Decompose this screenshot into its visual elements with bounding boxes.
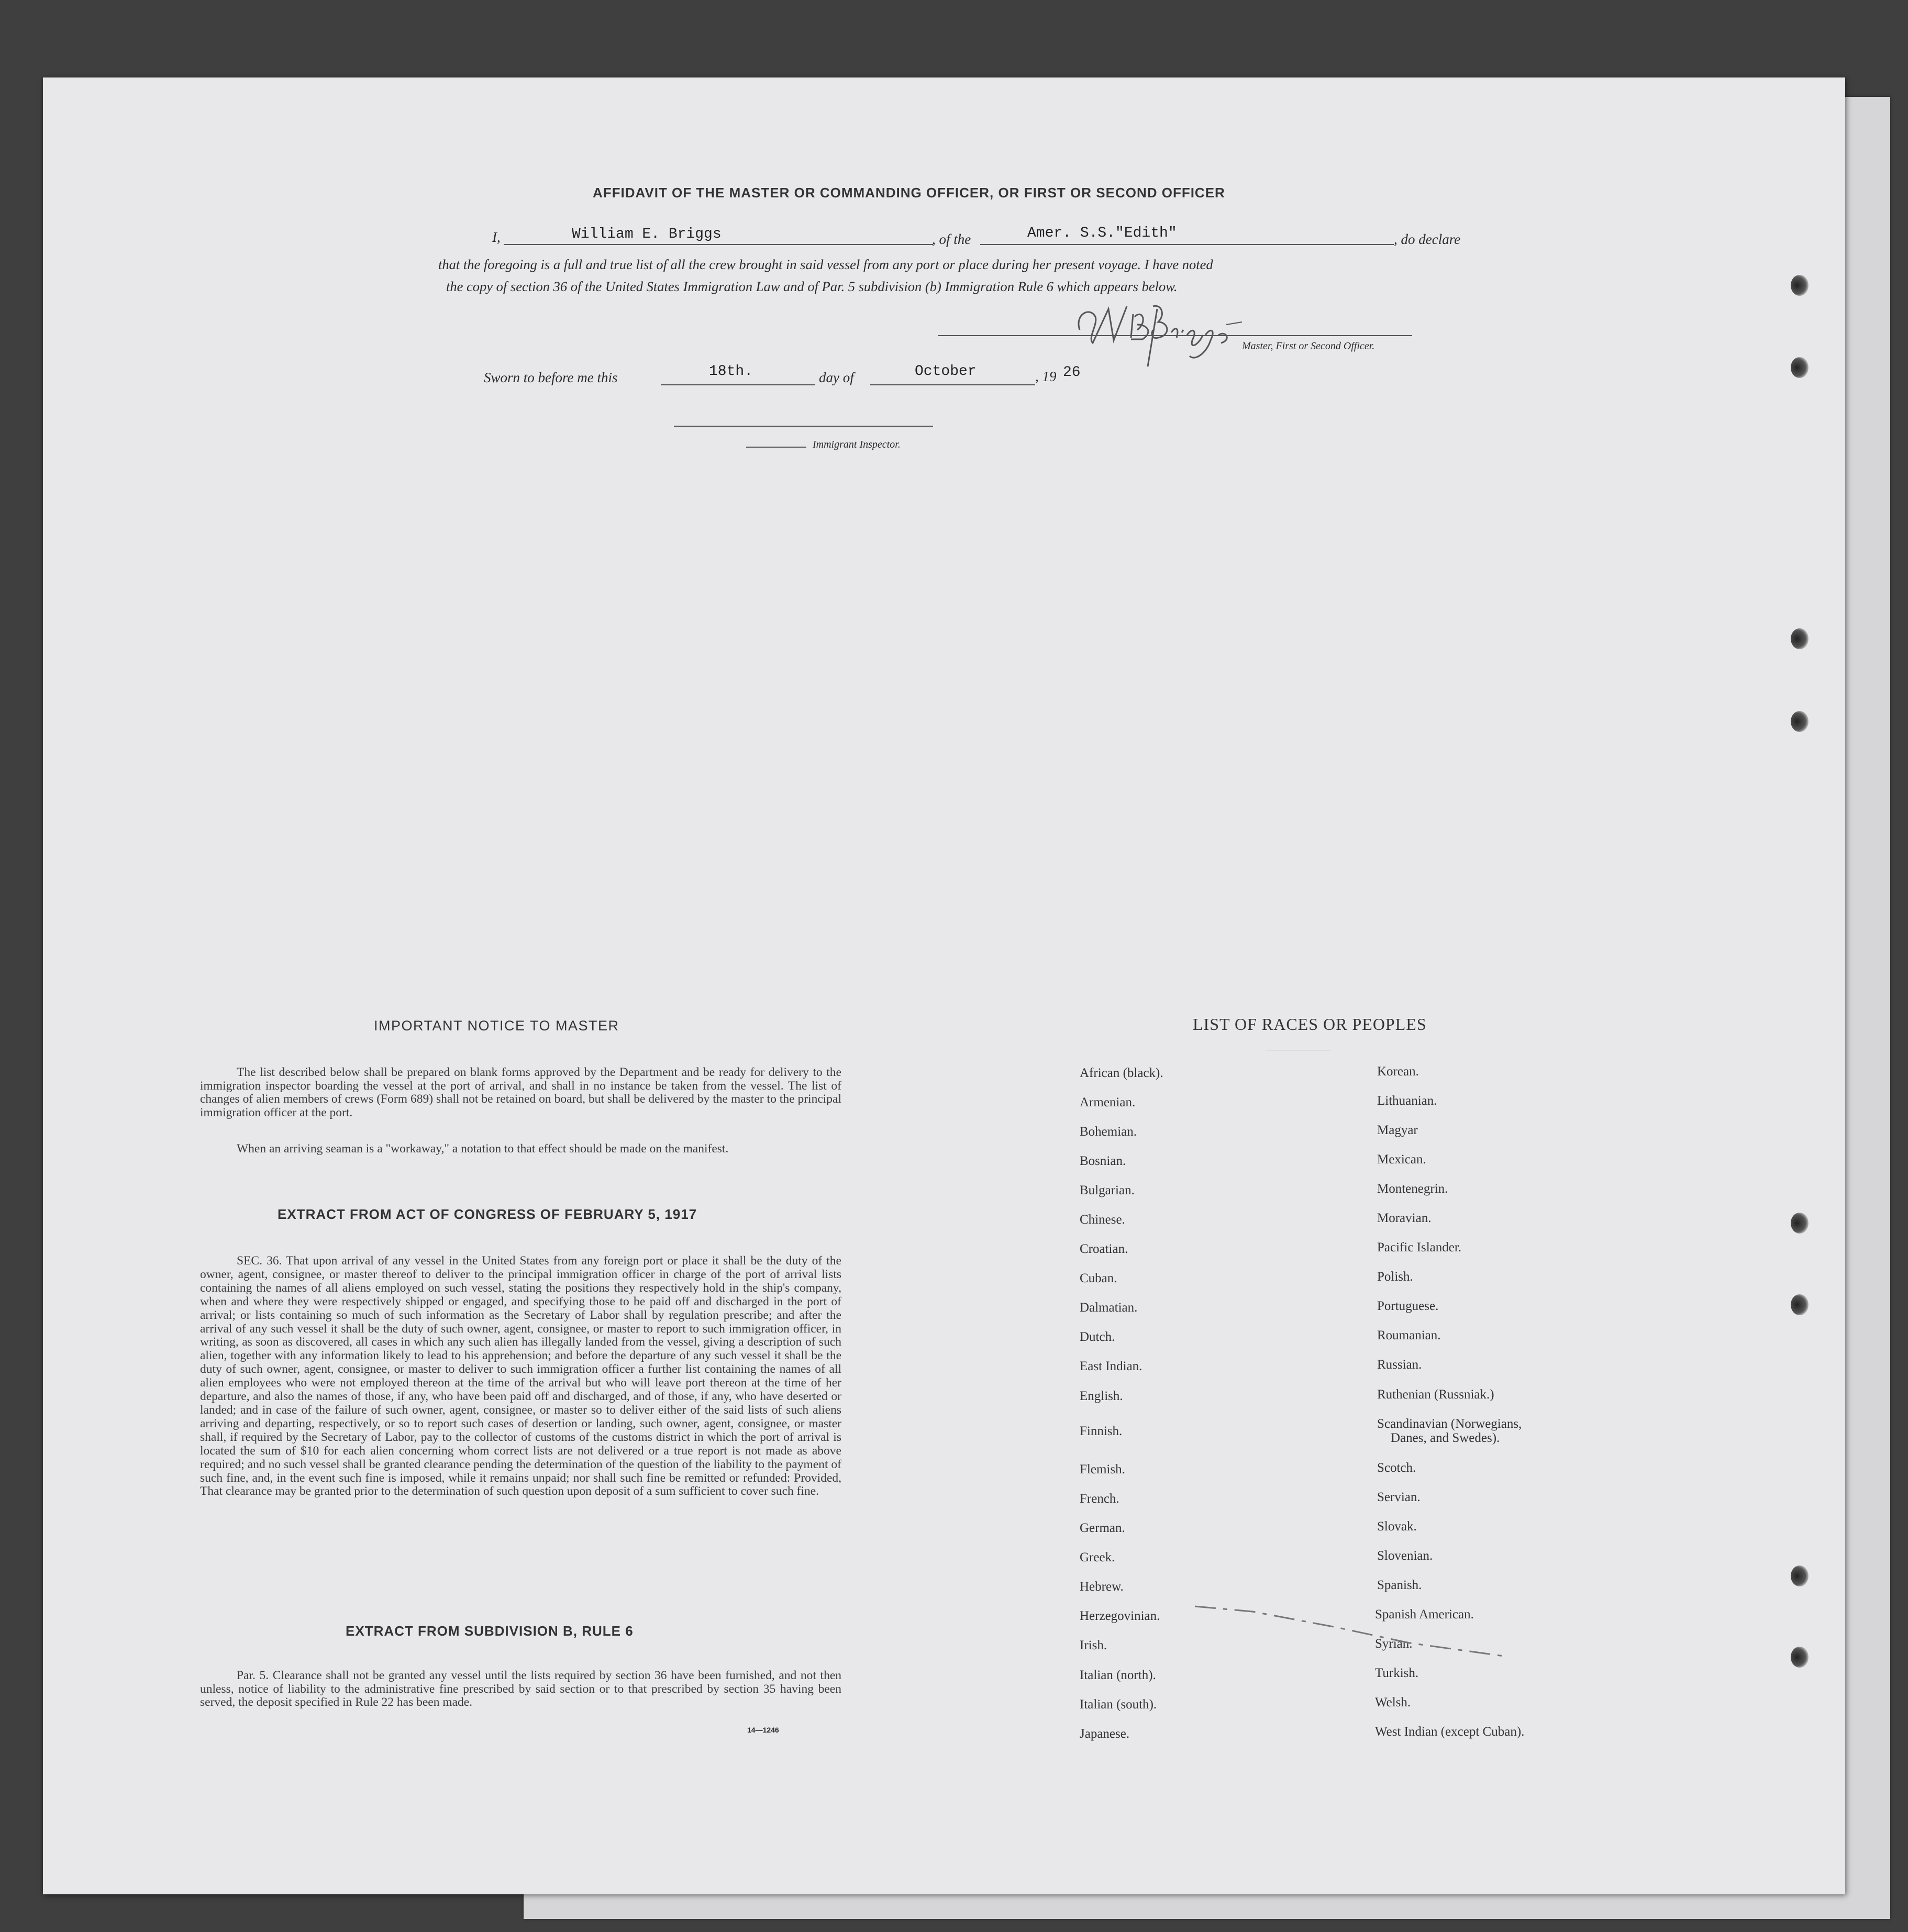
- races-title: LIST OF RACES OR PEOPLES: [1193, 1015, 1427, 1034]
- race-item: Ruthenian (Russniak.): [1377, 1387, 1494, 1402]
- race-item: Herzegovinian.: [1080, 1609, 1160, 1623]
- race-item: Irish.: [1080, 1638, 1107, 1652]
- race-item: Mexican.: [1377, 1152, 1426, 1167]
- punch-hole: [1791, 1565, 1809, 1586]
- race-item: West Indian (except Cuban).: [1375, 1725, 1525, 1739]
- race-item: Italian (south).: [1080, 1697, 1157, 1712]
- race-item: African (black).: [1080, 1066, 1163, 1080]
- punch-hole: [1791, 357, 1809, 378]
- race-item: Russian.: [1377, 1358, 1422, 1372]
- notice-para-2: When an arriving seaman is a "workaway," a notation to that effect should be made on the manifest.: [237, 1142, 729, 1156]
- punch-hole: [1791, 275, 1809, 296]
- affidavit-line-3: the copy of section 36 of the United States Immigration Law and of Par. 5 subdivision (b) Immigration Rule 6 which appears below.: [446, 279, 1178, 294]
- sworn-prefix: Sworn to before me this: [484, 370, 618, 385]
- race-item: Armenian.: [1080, 1095, 1136, 1109]
- race-item: German.: [1080, 1521, 1125, 1535]
- race-item: Spanish American.: [1375, 1607, 1474, 1622]
- day-of-text: day of: [819, 370, 854, 385]
- notice-title: IMPORTANT NOTICE TO MASTER: [374, 1018, 619, 1034]
- race-item: Polish.: [1377, 1270, 1413, 1284]
- race-item: Montenegrin.: [1377, 1182, 1448, 1196]
- race-item: Roumanian.: [1377, 1328, 1441, 1342]
- race-item: Chinese.: [1080, 1213, 1125, 1227]
- race-item: Croatian.: [1080, 1242, 1128, 1256]
- punch-hole: [1791, 1647, 1809, 1668]
- race-item: Danes, and Swedes).: [1391, 1431, 1500, 1445]
- race-item: Finnish.: [1080, 1424, 1123, 1438]
- sworn-day-line: [661, 384, 815, 385]
- pencil-stroke: [1190, 1596, 1525, 1659]
- punch-hole: [1791, 1294, 1809, 1315]
- race-item: English.: [1080, 1389, 1123, 1403]
- year-suffix: 26: [1063, 364, 1081, 381]
- punch-hole: [1791, 1213, 1809, 1234]
- race-item: Scotch.: [1377, 1461, 1416, 1475]
- race-item: Bohemian.: [1080, 1125, 1137, 1139]
- vessel-name: Amer. S.S."Edith": [1027, 225, 1177, 241]
- inspector-caption: Immigrant Inspector.: [813, 439, 901, 450]
- master-name-line: [504, 244, 933, 245]
- punch-hole: [1791, 628, 1809, 649]
- vessel-line: [980, 244, 1394, 245]
- i-prefix: I,: [492, 229, 501, 245]
- race-item: East Indian.: [1080, 1359, 1142, 1373]
- race-item: Servian.: [1377, 1490, 1421, 1504]
- race-item: Magyar: [1377, 1123, 1418, 1137]
- race-item: Turkish.: [1375, 1666, 1419, 1680]
- race-item: Syrian.: [1375, 1637, 1413, 1651]
- signature-line: [938, 335, 1412, 336]
- race-item: Welsh.: [1375, 1695, 1411, 1709]
- sworn-month-line: [870, 384, 1035, 385]
- race-item: Dutch.: [1080, 1330, 1115, 1344]
- race-item: Scandinavian (Norwegians,: [1377, 1417, 1522, 1431]
- document-page: [43, 77, 1845, 1894]
- race-item: Hebrew.: [1080, 1580, 1124, 1594]
- race-item: Cuban.: [1080, 1271, 1117, 1285]
- affidavit-title: AFFIDAVIT OF THE MASTER OR COMMANDING OFFICER, OR FIRST OR SECOND OFFICER: [593, 185, 1225, 201]
- race-item: Slovak.: [1377, 1519, 1417, 1534]
- race-item: Pacific Islander.: [1377, 1240, 1462, 1254]
- do-declare-text: , do declare: [1394, 231, 1461, 247]
- race-item: Korean.: [1377, 1064, 1419, 1079]
- race-item: Greek.: [1080, 1550, 1115, 1564]
- notice-para-1: The list described below shall be prepared on blank forms approved by the Department and be ready for delivery to the immigration inspector boarding the vessel at the port of arrival, and shall in no instance be taken from the vessel. The list of changes of alien members of crews (Form 689) shall not be retained on board, but shall be delivered by the master to the principal immigration officer at the port.: [200, 1065, 841, 1119]
- race-item: Japanese.: [1080, 1727, 1130, 1741]
- race-item: Bulgarian.: [1080, 1183, 1135, 1197]
- punch-hole: [1791, 711, 1809, 732]
- race-item: Spanish.: [1377, 1578, 1422, 1592]
- of-the-text: , of the: [932, 231, 971, 247]
- extract-2-title: EXTRACT FROM SUBDIVISION B, RULE 6: [346, 1623, 634, 1639]
- section-36-text: SEC. 36. That upon arrival of any vessel in the United States from any foreign port or place it shall be the duty of the owner, agent, consignee, or master thereof to deliver to the principal immigration officer in charge of the port of arrival lists containing the names of all aliens employed on such vessel, stating the positions they respectively hold in the ship's company, when and where they were respectively shipped or engaged, and specifying those to be paid off and discharged in the port of arrival; or lists containing so much of such information as the Secretary of Labor shall by regulation prescribe; and after the arrival of any such vessel it shall be the duty of such owner, agent, consignee, or master to report to such immigration officer, in writing, as soon as discovered, all cases in which any such alien has illegally landed from the vessel, giving a description of such alien, together with any information likely to lead to his apprehension; and before the departure of any such vessel it shall be the duty of such owner, agent, consignee, or master to deliver to such immigration officer a further list containing the names of all alien employees who were not employed thereon at the time of the arrival but who will leave port thereon at the time of her departure, and also the names of those, if any, who have been paid off and discharged, and of those, if any, who have deserted or landed; and in case of the failure of such owner, agent, consignee, or master so to deliver either of the said lists of such aliens arriving and departing, respectively, or so to report such cases of desertion or landing, such owner, agent, consignee, or master shall, if required by the Secretary of Labor, pay to the collector of customs of the customs district in which the port of arrival is located the sum of $10 for each alien concerning whom correct lists are not delivered or a true report is not made as above required; and no such vessel shall be granted clearance pending the determination of the question of the liability to the payment of such fine, and, in the event such fine is imposed, while it remains unpaid; nor shall such fine be remitted or refunded: Provided, That clearance may be granted prior to the determination of such question upon deposit of a sum sufficient to cover such fine.: [200, 1254, 841, 1498]
- race-item: Flemish.: [1080, 1462, 1125, 1476]
- race-item: Bosnian.: [1080, 1154, 1126, 1168]
- race-item: Slovenian.: [1377, 1549, 1433, 1563]
- par-5-text: Par. 5. Clearance shall not be granted any vessel until the lists required by section 36 have been furnished, and not then unless, notice of liability to the administrative fine prescribed by said section or to that prescribed by section 35 having been served, the deposit specified in Rule 22 has been made.: [200, 1669, 841, 1709]
- inspector-signature-line: [674, 426, 933, 427]
- extract-1-title: EXTRACT FROM ACT OF CONGRESS OF FEBRUARY 5, 1917: [278, 1206, 697, 1222]
- race-item: French.: [1080, 1492, 1119, 1506]
- affidavit-line-2: that the foregoing is a full and true list of all the crew brought in said vessel from any port or place during her present voyage. I have noted: [438, 257, 1213, 272]
- race-item: Italian (north).: [1080, 1668, 1156, 1682]
- form-number: 14—1246: [747, 1726, 779, 1734]
- sworn-month: October: [915, 363, 977, 380]
- inspector-caption-line: [746, 447, 806, 448]
- race-item: Moravian.: [1377, 1211, 1432, 1225]
- sworn-day: 18th.: [709, 363, 753, 380]
- master-signature: [1069, 293, 1289, 372]
- master-name: William E. Briggs: [572, 226, 722, 242]
- race-item: Lithuanian.: [1377, 1094, 1437, 1108]
- year-prefix: , 19: [1035, 369, 1057, 384]
- race-item: Dalmatian.: [1080, 1301, 1138, 1315]
- race-item: Portuguese.: [1377, 1299, 1439, 1313]
- signer-caption: Master, First or Second Officer.: [1242, 340, 1375, 352]
